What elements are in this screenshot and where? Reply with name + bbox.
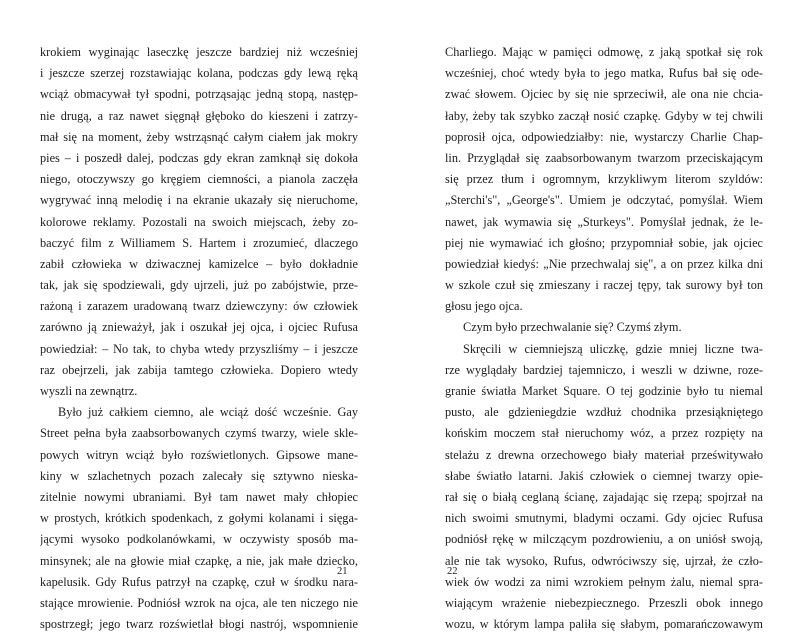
text-line: Street pełna była zaabsorbowanych czymś twarzy, wiele skle- [40,426,358,441]
text-line: powych witryn wciąż było rozświetlonych. Gipsowe mane- [40,447,358,462]
text-line: stelażu z drewna orzechowego biały materiał prześwitywało [445,447,763,462]
text-line: wygrywać inną melodię i na ekranie ukazały się nieruchome, [40,193,358,208]
text-line: głosu jego ojca. [445,299,523,314]
text-line: wcześniej, choć wtedy była to jego matka, Rufus bał się ode- [445,66,763,81]
text-line: pies – i poszedł dalej, podczas gdy ekran zamknął się dokoła [40,150,358,165]
text-line: nie drugą, a raz nawet sięgnął głęboko do kieszeni i zatrzy- [40,108,358,123]
text-line: się przez tłum i ogromnym, krzykliwym literom szyldów: [445,172,763,187]
text-line: tak, jak się spodziewali, gdy ujrzeli, już po zabójstwie, prze- [40,278,358,293]
text-line: kolorowe reklamy. Pozostali na swoich miejscach, żeby zo- [40,214,358,229]
text-line: niego, otoczywszy go kręgiem ciemności, a pianola zaczęła [40,172,358,187]
text-line: podniósł rękę w milczącym pozdrowieniu, a on uniósł swoją, [445,532,763,547]
text-line: mał się na moment, żeby wstrząsnąć całym ciałem jak mokry [40,129,358,144]
text-line: powiedział kiedyś: „Nie przechwalaj się", a on przez kilka dni [445,256,763,271]
text-line: kiny w szlachetnych pozach zalecały się sztywno nieska- [40,468,358,483]
text-line: nawet, jak wymawia się „Sturkeys". Pomyślał jednak, że le- [445,214,763,229]
page-number-left: 21 [337,566,348,577]
text-line: wyszli na zewnątrz. [40,384,138,398]
text-line: stające mrowienie. Podniósł wzrok na ojca, ale ten niczego nie [40,595,358,610]
text-line: spostrzegł; jego twarz rozświetlał błogi nastrój, wspomnienie [40,617,358,632]
text-line: nich swoimi smutnymi, bladymi oczami. Gdy ojciec Rufusa [445,511,763,526]
text-line: raz obejrzeli, jak zabija tamtego człowieka. Dopiero wtedy [40,362,358,377]
text-line: granie światła Market Square. O tej godzinie było tu niemal [445,384,763,398]
text-line: rał się o białą ceglaną ścianę, zajadając się rzepą; spojrzał na [445,489,763,504]
paragraph-start-line: Skręcili w ciemniejszą uliczkę, gdzie mniej liczne twa- [463,341,763,356]
text-line: ale nie tak wysoko, Rufus, odwróciwszy się, ujrzał, że czło- [445,553,763,568]
text-line: jącymi wysoko podkolanówkami, w oczywisty sposób ma- [40,532,358,547]
text-line: „Sterchi's", „George's". Umiem je odczytać, pomyślał. Wiem [445,193,763,208]
text-line: piej nie wymawiać ich głośno; przypomniał sobie, jak ojciec [445,235,763,250]
text-line: wozu, w którym lampa paliła się słabym, pomarańczowawym [445,617,763,632]
paragraph-start-line: Czym było przechwalanie się? Czymś złym. [463,320,682,335]
text-line: w szkole czuł się zmieszany i raczej tępy, tak surowy był ton [445,278,763,293]
text-line: powiedział: – No tak, to chyba wtedy przyszliśmy – i jeszcze [40,341,358,356]
text-line: krokiem wyginając laseczkę jeszcze bardziej niż wcześniej [40,45,358,59]
text-line: wiek ów wodzi za nimi wzrokiem pełnym żalu, niemal spra- [445,574,763,589]
text-line: zabił człowieka w dziwacznej kamizelce – było dokładnie [40,256,358,271]
text-line: w prostych, krótkich spodenkach, z gołymi kolanami i sięga- [40,511,358,526]
right-page-text [445,42,763,635]
text-line: łaby, żeby tak szybko zaczął nosić czapkę. Gdyby w tej chwili [445,108,763,123]
text-line: wciąż obmacywał tył spodni, potrząsając jedną stopą, następ- [40,87,358,102]
text-line: lin. Przyglądał się zaabsorbowanym twarzom przeciskającym [445,150,763,165]
text-line: końskim moczem stał nieruchomy wóz, a przez rozpięty na [445,426,763,441]
text-line: i jeszcze szerzej rozstawiając kolana, podczas gdy lewą ręką [40,66,358,81]
paragraph-start-line: Było już całkiem ciemno, ale wciąż dość wcześnie. Gay [58,405,358,420]
text-line: zwać słowem. Ojciec by się nie sprzeciwił, ale ona nie chcia- [445,87,763,102]
text-line: minsynek; ale na głowie miał czapkę, a nie, jak małe dziecko, [40,553,358,568]
text-line: rze wyglądały bardziej tajemniczo, i weszli w dziwne, roze- [445,362,763,377]
text-line: słabe światło latarni. Jakiś człowiek o ciemnej twarzy opie- [445,468,763,483]
text-line: kapelusik. Gdy Rufus patrzył na czapkę, czuł w środku nara- [40,574,358,589]
text-line: Charliego. Mając w pamięci odmowę, z jaką spotkał się rok [445,45,763,59]
text-line: rażoną i zarazem uradowaną twarz dziewczyny: ów człowiek [40,299,358,314]
text-line: wiającym wrażenie niebezpiecznego. Przeszli obok innego [445,595,763,610]
left-page-text [40,42,358,635]
text-line: zitelnie nowymi ubraniami. Był tam nawet mały chłopiec [40,489,358,504]
text-line: poprosił ojca, odpowiedziałby: nie, wystarczy Charlie Chap- [445,129,763,144]
text-line: baczyć film z Williamem S. Hartem i zrozumieć, dlaczego [40,235,358,250]
page-number-right: 22 [447,566,458,577]
text-line: zarówno ją znieważył, jak i oszukał jej ojca, i ojciec Rufusa [40,320,358,335]
text-line: pusto, ale gdzieniegdzie wzdłuż chodnika przesiąkniętego [445,405,763,420]
